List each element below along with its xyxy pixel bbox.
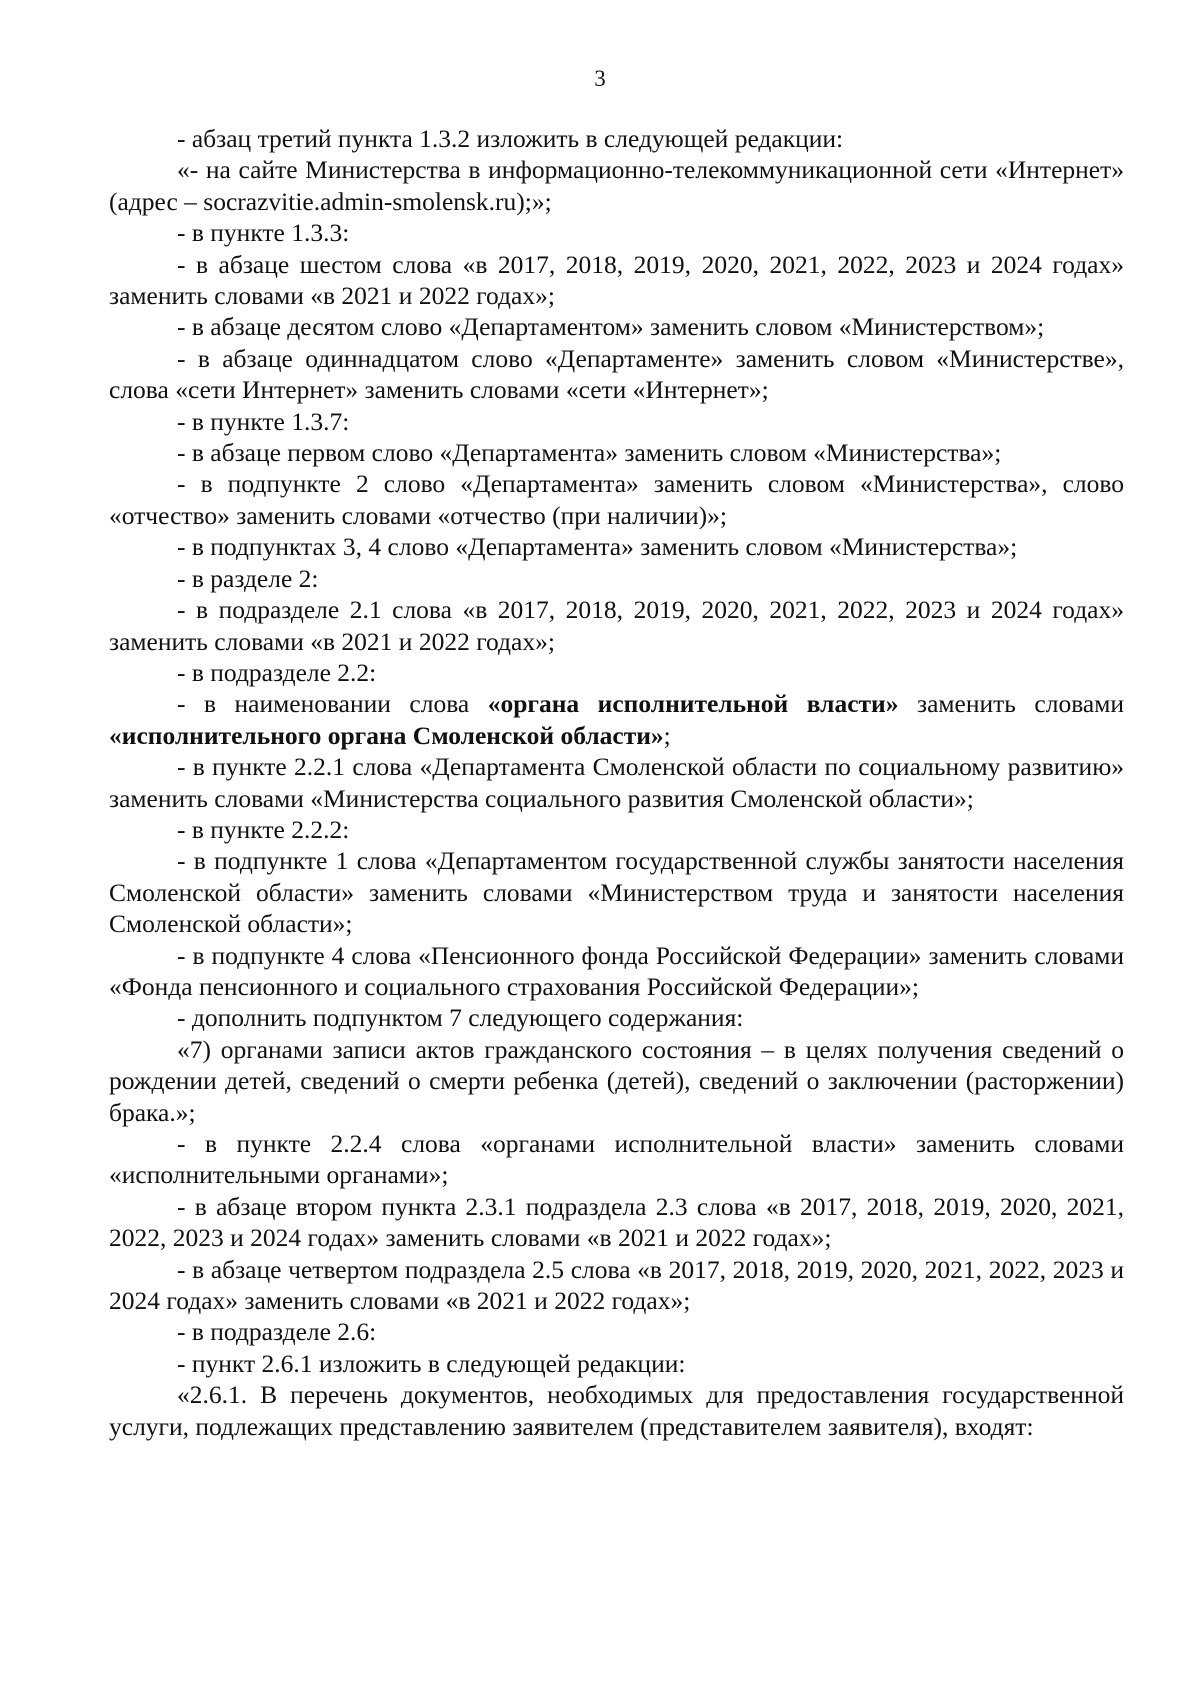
paragraph-text: - в пункте 1.3.7: xyxy=(177,406,350,436)
paragraph xyxy=(109,751,1124,814)
paragraph xyxy=(109,437,1124,468)
paragraph-text: - в абзаце десятом слово «Департаментом» заменить словом «Министерством»; xyxy=(177,312,1045,342)
paragraph-text: - в абзаце четвертом подраздела 2.5 слова «в 2017, 2018, 2019, 2020, 2021, 2022, 2023 и 2024 годах» заменить словами «в 2021 и 2022 годах»; xyxy=(109,1254,1124,1316)
paragraph xyxy=(109,123,1124,154)
paragraph xyxy=(109,1191,1124,1254)
document-body xyxy=(109,123,1124,1442)
paragraph-text: - в подразделе 2.2: xyxy=(177,657,377,687)
paragraph xyxy=(109,657,1124,688)
paragraph-text: - в пункте 2.2.2: xyxy=(177,814,350,844)
paragraph-text: - в пункте 2.2.1 слова «Департамента Смоленской области по социальному развитию» заменить словами «Министерства социального развития Смоленской области»; xyxy=(109,752,1124,813)
paragraph-text: - в абзаце первом слово «Департамента» заменить словом «Министерства»; xyxy=(177,438,1002,468)
paragraph-text: - в пункте 2.2.4 слова «органами исполнительной власти» заменить словами «исполнительными органами»; xyxy=(109,1129,1124,1190)
paragraph-text: - пункт 2.6.1 изложить в следующей редакции: xyxy=(177,1348,686,1378)
paragraph xyxy=(109,1128,1124,1191)
paragraph-text: - в подразделе 2.6: xyxy=(177,1317,377,1347)
paragraph xyxy=(109,154,1124,217)
paragraph xyxy=(109,406,1124,437)
paragraph-text: - в подпунктах 3, 4 слово «Департамента» заменить словом «Министерства»; xyxy=(177,532,1018,562)
paragraph xyxy=(109,594,1124,657)
paragraph xyxy=(109,311,1124,342)
paragraph-text: - в подпункте 1 слова «Департаментом государственной службы занятости населения Смоленской области» заменить словами «Министерством труда и занятости населения Смоленской области»; xyxy=(109,846,1124,939)
paragraph-text: - в наименовании слова xyxy=(177,689,488,719)
paragraph xyxy=(109,1002,1124,1033)
paragraph-text: - в абзаце шестом слова «в 2017, 2018, 2019, 2020, 2021, 2022, 2023 и 2024 годах» заменить словами «в 2021 и 2022 годах»; xyxy=(109,249,1124,311)
paragraph xyxy=(109,1034,1124,1128)
paragraph-text: - в подпункте 2 слово «Департамента» заменить словом «Министерства», слово «отчество» заменить словами «отчество (при наличии)»; xyxy=(109,469,1124,530)
paragraph xyxy=(109,1379,1124,1442)
paragraph xyxy=(109,468,1124,531)
paragraph xyxy=(109,1348,1124,1379)
paragraph xyxy=(109,563,1124,594)
paragraph xyxy=(109,688,1124,751)
paragraph-text: заменить словами xyxy=(898,689,1124,719)
paragraph xyxy=(109,343,1124,406)
paragraph-text: «- на сайте Министерства в информационно-телекоммуникационной сети «Интернет» (адрес – socrazvitie.admin-smolensk.ru);»; xyxy=(109,155,1124,216)
bold-text: «органа исполнительной власти» xyxy=(487,689,899,719)
paragraph-text: - абзац третий пункта 1.3.2 изложить в следующей редакции: xyxy=(177,124,844,153)
paragraph-text: - в пункте 1.3.3: xyxy=(177,218,350,248)
paragraph xyxy=(109,1316,1124,1347)
paragraph xyxy=(109,1254,1124,1317)
paragraph-text: - дополнить подпунктом 7 следующего содержания: xyxy=(177,1003,744,1033)
paragraph-text: «2.6.1. В перечень документов, необходимых для предоставления государственной услуги, подлежащих представлению заявителем (представителем заявителя), входят: xyxy=(109,1380,1124,1441)
paragraph-text: - в подпункте 4 слова «Пенсионного фонда Российской Федерации» заменить словами «Фонда пенсионного и социального страхования Российской Федерации»; xyxy=(109,940,1124,1001)
paragraph xyxy=(109,845,1124,939)
paragraph-text: - в разделе 2: xyxy=(177,563,319,593)
paragraph xyxy=(109,217,1124,248)
paragraph xyxy=(109,531,1124,562)
paragraph-text: - в абзаце одиннадцатом слово «Департаменте» заменить словом «Министерстве», слова «сети Интернет» заменить словами «сети «Интернет»; xyxy=(109,343,1124,405)
paragraph-text: - в абзаце втором пункта 2.3.1 подраздела 2.3 слова «в 2017, 2018, 2019, 2020, 2021, 2022, 2023 и 2024 годах» заменить словами «в 2021 и 2022 годах»; xyxy=(109,1191,1124,1253)
paragraph xyxy=(109,249,1124,312)
paragraph-text: ; xyxy=(663,720,671,750)
paragraph-text: «7) органами записи актов гражданского состояния – в целях получения сведений о рождении детей, сведений о смерти ребенка (детей), сведений о заключении (расторжении) брака.»; xyxy=(109,1034,1124,1127)
paragraph xyxy=(109,814,1124,845)
page-number: 3 xyxy=(594,66,606,91)
paragraph-text: - в подразделе 2.1 слова «в 2017, 2018, 2019, 2020, 2021, 2022, 2023 и 2024 годах» заменить словами «в 2021 и 2022 годах»; xyxy=(109,595,1124,656)
bold-text: «исполнительного органа Смоленской области» xyxy=(109,720,664,750)
paragraph xyxy=(109,940,1124,1003)
